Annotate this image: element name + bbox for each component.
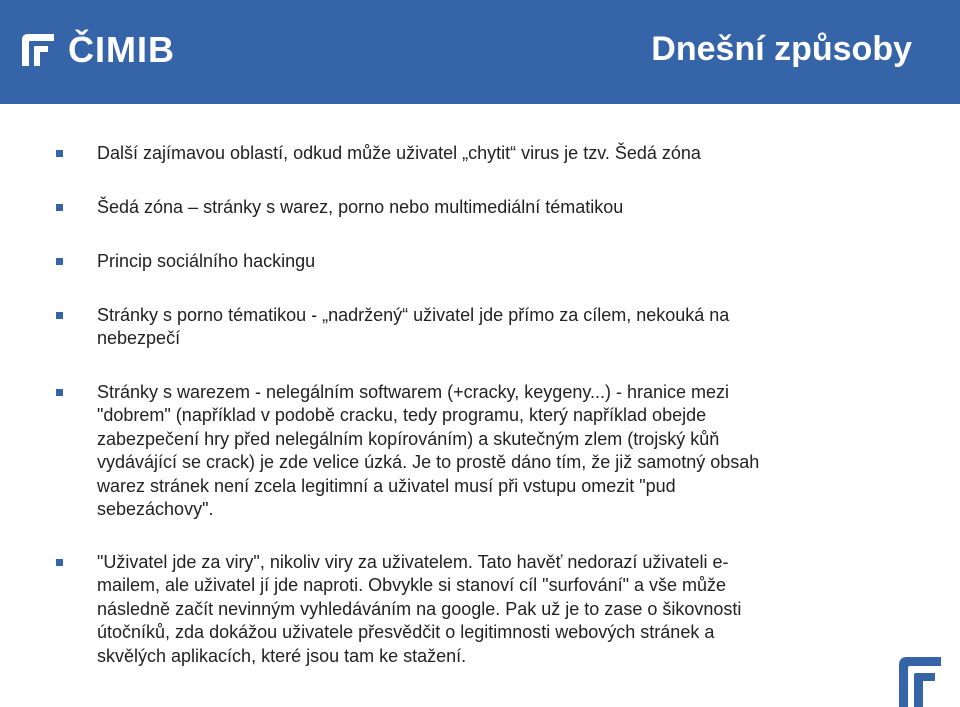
bullet-list	[56, 142, 776, 668]
slide-header	[0, 0, 960, 104]
bullet-text: Další zajímavou oblastí, odkud může uživatel „chytit“ virus je tzv. Šedá zóna	[97, 143, 701, 163]
cimib-logo	[18, 28, 175, 72]
bullet-square-icon	[56, 389, 63, 396]
bullet-item	[56, 196, 776, 220]
bullet-text: Šedá zóna – stránky s warez, porno nebo multimediální tématikou	[97, 196, 624, 217]
bullet-square-icon	[56, 258, 63, 265]
bullet-item	[56, 551, 776, 669]
bullet-item	[56, 304, 776, 351]
bullet-text: Stránky s porno tématikou - „nadržený“ uživatel jde přímo za cílem, nekouká na nebezpečí	[97, 304, 730, 348]
bullet-square-icon	[56, 204, 63, 211]
bullet-square-icon	[56, 150, 63, 157]
bullet-text: Stránky s warezem - nelegálním softwarem (+cracky, keygeny...) - hranice mezi "dobrem" (například v podobě cracku, tedy programu, který například obejde zabezpečení hry před nelegálním kopírováním) a skutečným zlem (trojský kůň vydávájící se crack) je zde velice úzká. Je to prostě dáno tím, že již samotný obsah warez stránek není zcela legitimní a uživatel musí při vstupu omezit "pud sebezáchovy".	[97, 381, 760, 519]
logo-text: ČIMIB	[68, 29, 175, 70]
cimib-logo-icon	[18, 30, 58, 70]
slide-title: Dnešní způsoby	[651, 30, 912, 68]
bullet-square-icon	[56, 312, 63, 319]
bullet-item	[56, 250, 776, 274]
bullet-item	[56, 142, 776, 166]
bullet-item	[56, 381, 776, 522]
corner-logo-icon	[895, 653, 945, 707]
bullet-text: "Uživatel jde za viry", nikoliv viry za uživatelem. Tato havěť nedorazí uživateli e-mailem, ale uživatel jí jde naproti. Obvykle si stanoví cíl "surfování" a vše může následně začít nevinným vyhledáváním na google. Pak už je to zase o šikovnosti útočníků, zda dokážou uživatele přesvědčit o legitimnosti webových stránek a skvělých aplikacích, které jsou tam ke stažení.	[97, 551, 742, 666]
bullet-square-icon	[56, 559, 63, 566]
bullet-text: Princip sociálního hackingu	[97, 251, 316, 271]
